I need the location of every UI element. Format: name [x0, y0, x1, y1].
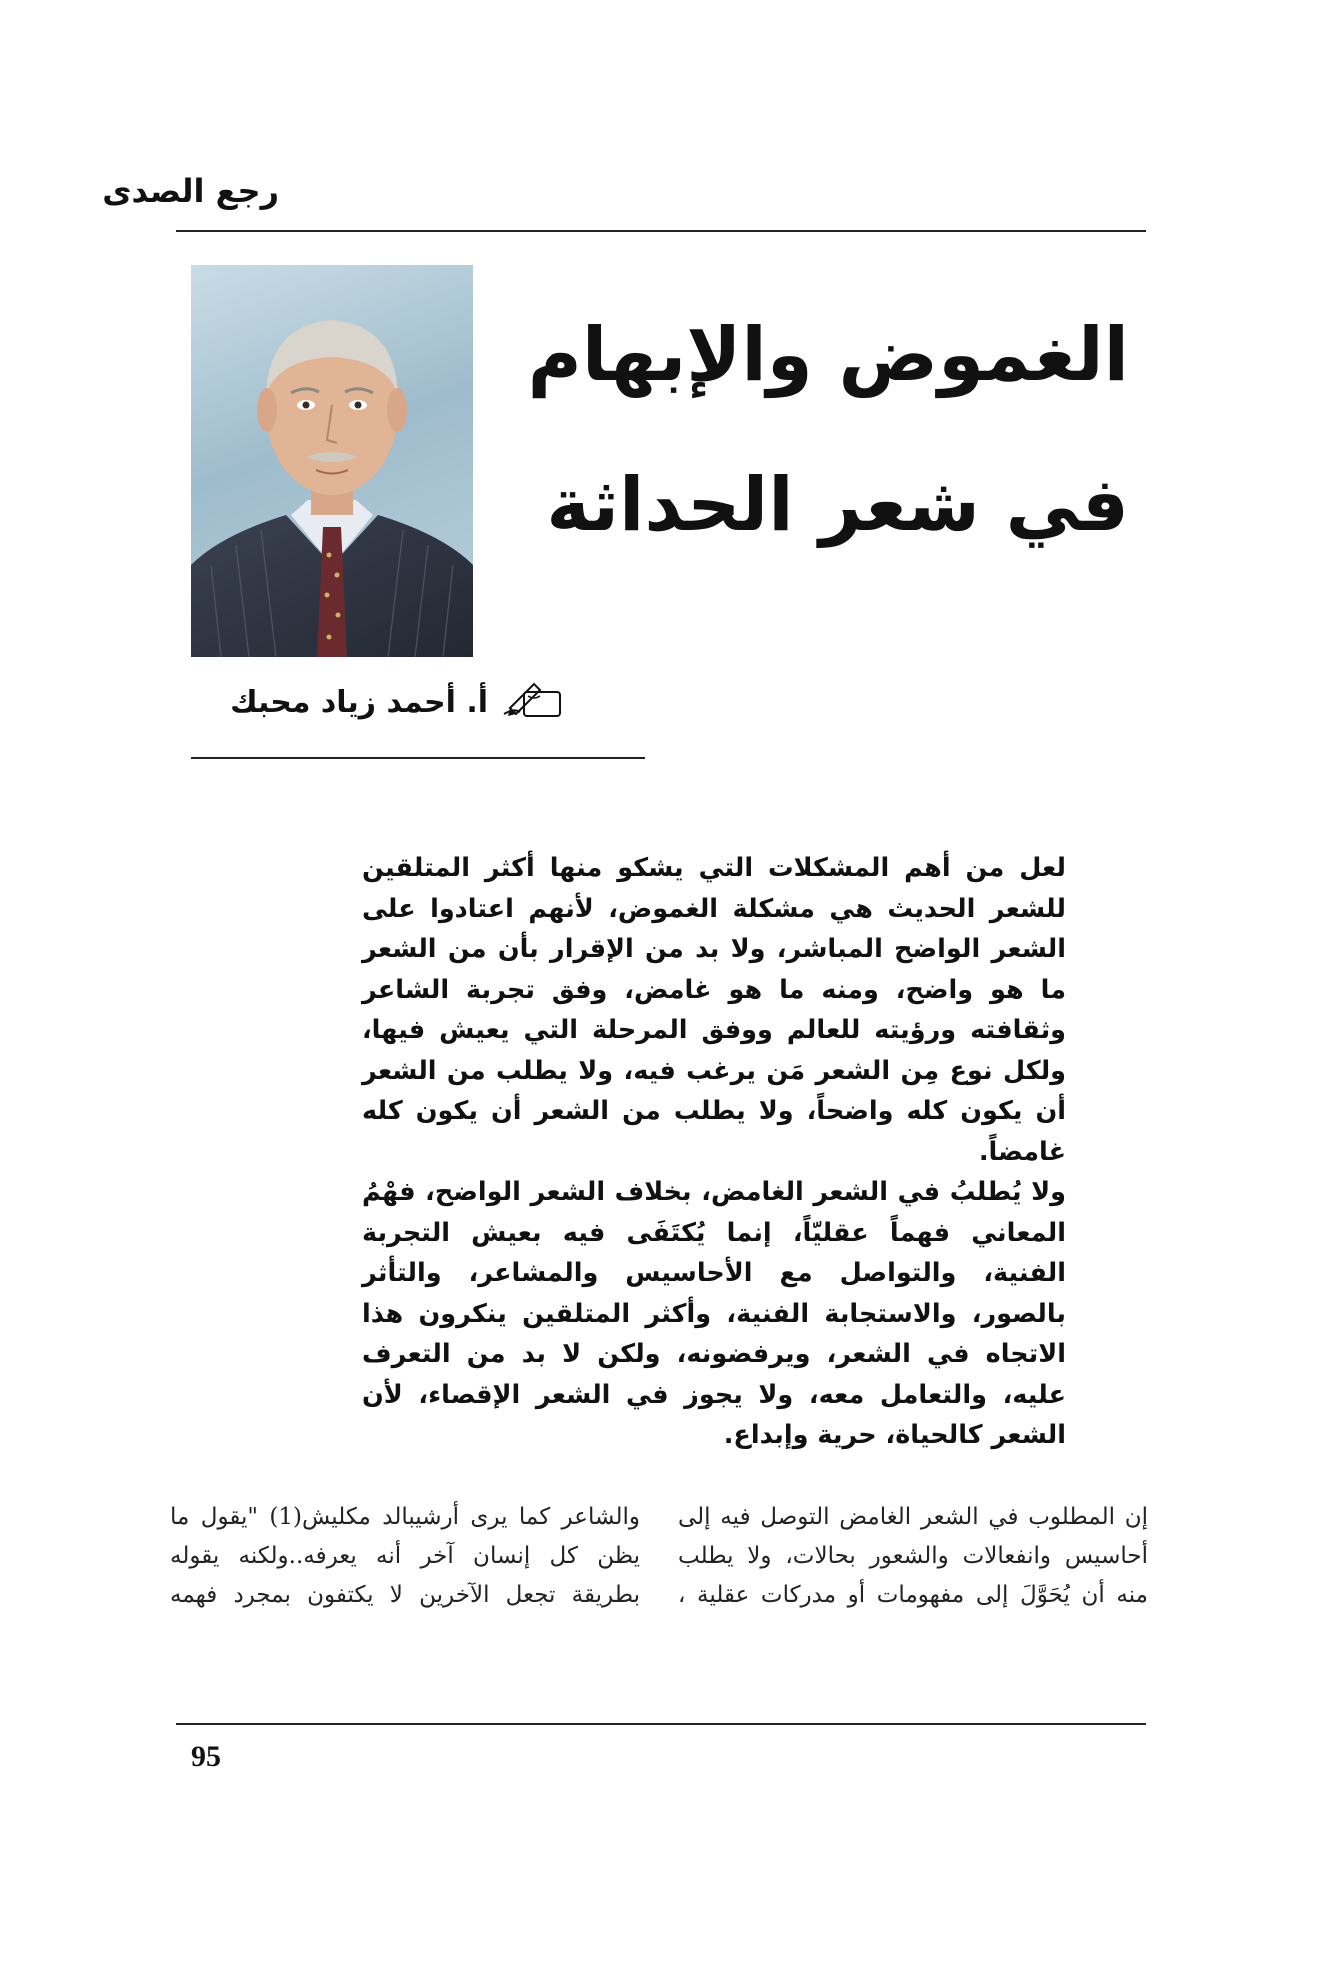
section-title: رجع الصدى: [102, 172, 279, 210]
pen-writing-icon: [500, 678, 564, 726]
page-number: 95: [191, 1740, 221, 1773]
title-line-2: في شعر الحداثة: [546, 462, 1129, 548]
article-title: [429, 280, 1129, 580]
intro-text: [362, 848, 1066, 1456]
header-divider: [176, 230, 1146, 232]
author-name: أ. أحمد زياد محبك: [230, 684, 488, 720]
intro-paragraph-1: لعل من أهم المشكلات التي يشكو منها أكثر المتلقين للشعر الحديث هي مشكلة الغموض، لأنهم اعتادوا على الشعر الواضح المباشر، ولا بد من الإقرار بأن من الشعر ما هو واضح، ومنه ما هو غامض، وفق تجربة الشاعر وثقافته ورؤيته للعالم ووفق المرحلة التي يعيش فيها، ولكل نوع مِن الشعر مَن يرغب فيه، ولا يطلب من الشعر أن يكون كله واضحاً، ولا يطلب من الشعر أن يكون كله غامضاً.: [362, 853, 1066, 1167]
body-column-left: والشاعر كما يرى أرشيبالد مكليش(1) "يقول ما يظن كل إنسان آخر أنه يعرفه..ولكنه يقوله بطريقة تجعل الآخرين لا يكتفون بمجرد فهمه: [170, 1504, 640, 1608]
intro-paragraph-2: ولا يُطلبُ في الشعر الغامض، بخلاف الشعر الواضح، فهْمُ المعاني فهماً عقليّاً، إنما يُكتَفَى فيه بعيش التجربة الفنية، والتواصل مع الأحاسيس والمشاعر، والتأثر بالصور، والاستجابة الفنية، وأكثر المتلقين ينكرون هذا الاتجاه في الشعر، ويرفضونه، ولكن لا بد من التعرف عليه، والتعامل معه، ولا يجوز في الشعر الإقصاء، لأن الشعر كالحياة، حرية وإبداع.: [362, 1177, 1066, 1450]
author-byline: [230, 678, 564, 726]
author-divider: [191, 757, 645, 759]
body-column-right: إن المطلوب في الشعر الغامض التوصل فيه إلى أحاسيس وانفعالات والشعور بحالات، ولا يطلب منه أن يُحَوَّلَ إلى مفهومات أو مدركات عقلية ،: [678, 1504, 1148, 1608]
title-line-1: الغموض والإبهام: [527, 312, 1129, 398]
footer-divider: [176, 1723, 1146, 1725]
